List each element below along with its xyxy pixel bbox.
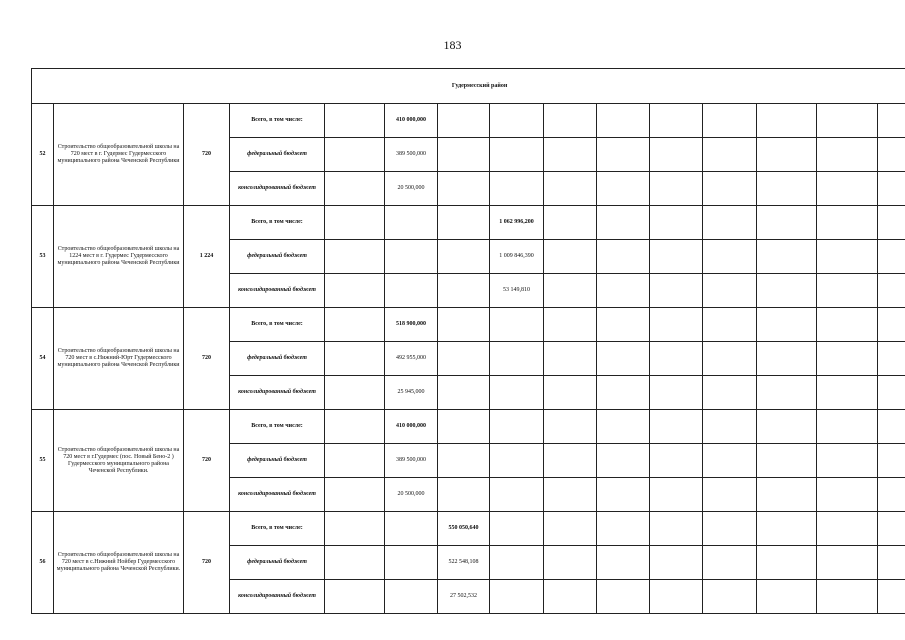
empty-cell xyxy=(817,104,878,138)
empty-cell xyxy=(597,104,650,138)
empty-cell xyxy=(597,172,650,206)
empty-cell xyxy=(757,342,817,376)
empty-cell xyxy=(438,410,490,444)
empty-cell xyxy=(703,206,757,240)
empty-cell xyxy=(703,138,757,172)
empty-cell xyxy=(544,376,597,410)
empty-cell xyxy=(878,478,905,512)
empty-cell xyxy=(817,376,878,410)
empty-cell xyxy=(650,444,703,478)
empty-cell xyxy=(757,206,817,240)
empty-cell xyxy=(703,410,757,444)
table-row xyxy=(32,206,905,240)
empty-cell xyxy=(817,172,878,206)
empty-cell xyxy=(385,240,438,274)
empty-cell xyxy=(438,240,490,274)
empty-cell xyxy=(757,478,817,512)
empty-cell xyxy=(597,274,650,308)
empty-cell xyxy=(817,580,878,614)
empty-cell xyxy=(703,376,757,410)
empty-cell xyxy=(878,342,905,376)
empty-cell xyxy=(878,206,905,240)
label-consolidated: консолидированный бюджет xyxy=(230,580,325,614)
amount-total: 410 000,000 xyxy=(385,410,438,444)
empty-cell xyxy=(544,342,597,376)
empty-cell xyxy=(438,376,490,410)
amount-consolidated: 20 500,000 xyxy=(385,172,438,206)
empty-cell xyxy=(438,104,490,138)
empty-cell xyxy=(544,206,597,240)
amount-total: 518 900,000 xyxy=(385,308,438,342)
page-number: 183 xyxy=(443,38,462,52)
empty-cell xyxy=(544,104,597,138)
capacity: 720 xyxy=(184,410,230,512)
label-consolidated: консолидированный бюджет xyxy=(230,274,325,308)
empty-cell xyxy=(544,546,597,580)
empty-cell xyxy=(325,376,385,410)
empty-cell xyxy=(325,138,385,172)
empty-cell xyxy=(490,138,544,172)
empty-cell xyxy=(597,546,650,580)
empty-cell xyxy=(385,512,438,546)
object-name: Строительство общеобразовательной школы на 720 мест в с.Нижний-Юрт Гудермесского муниципального района Чеченской Республики xyxy=(54,308,184,410)
row-number: 56 xyxy=(32,512,54,614)
empty-cell xyxy=(325,444,385,478)
empty-cell xyxy=(490,376,544,410)
empty-cell xyxy=(817,342,878,376)
amount-consolidated: 27 502,532 xyxy=(438,580,490,614)
empty-cell xyxy=(385,274,438,308)
empty-cell xyxy=(757,240,817,274)
amount-federal: 522 548,108 xyxy=(438,546,490,580)
empty-cell xyxy=(325,478,385,512)
amount-total: 1 062 996,200 xyxy=(490,206,544,240)
empty-cell xyxy=(650,240,703,274)
empty-cell xyxy=(438,206,490,240)
empty-cell xyxy=(757,546,817,580)
empty-cell xyxy=(878,138,905,172)
capacity: 720 xyxy=(184,308,230,410)
row-number: 53 xyxy=(32,206,54,308)
empty-cell xyxy=(650,376,703,410)
amount-federal: 492 955,000 xyxy=(385,342,438,376)
empty-cell xyxy=(817,138,878,172)
empty-cell xyxy=(703,308,757,342)
empty-cell xyxy=(490,308,544,342)
table-row xyxy=(32,410,905,444)
empty-cell xyxy=(757,104,817,138)
empty-cell xyxy=(325,172,385,206)
table-row xyxy=(32,308,905,342)
empty-cell xyxy=(490,512,544,546)
empty-cell xyxy=(597,240,650,274)
empty-cell xyxy=(878,274,905,308)
empty-cell xyxy=(325,580,385,614)
empty-cell xyxy=(438,444,490,478)
empty-cell xyxy=(325,410,385,444)
table-row xyxy=(32,512,905,546)
empty-cell xyxy=(325,308,385,342)
empty-cell xyxy=(490,580,544,614)
empty-cell xyxy=(817,444,878,478)
object-name: Строительство общеобразовательной школы на 720 мест в с.Нижний Нойбер Гудермесского муниципального района Чеченской Республики. xyxy=(54,512,184,614)
empty-cell xyxy=(544,410,597,444)
empty-cell xyxy=(817,274,878,308)
empty-cell xyxy=(650,546,703,580)
capacity: 1 224 xyxy=(184,206,230,308)
empty-cell xyxy=(597,308,650,342)
label-federal: федеральный бюджет xyxy=(230,138,325,172)
table-row xyxy=(32,104,905,138)
empty-cell xyxy=(703,580,757,614)
empty-cell xyxy=(490,478,544,512)
empty-cell xyxy=(650,104,703,138)
empty-cell xyxy=(650,172,703,206)
empty-cell xyxy=(597,138,650,172)
amount-consolidated: 20 500,000 xyxy=(385,478,438,512)
amount-consolidated: 53 149,810 xyxy=(490,274,544,308)
empty-cell xyxy=(597,342,650,376)
object-name: Строительство общеобразовательной школы на 720 мест в г.Гудермес (пос. Новый Бено-2 ) Гудермесского муниципального района Чеченской Республики. xyxy=(54,410,184,512)
empty-cell xyxy=(757,512,817,546)
empty-cell xyxy=(703,104,757,138)
empty-cell xyxy=(703,172,757,206)
empty-cell xyxy=(650,206,703,240)
empty-cell xyxy=(878,444,905,478)
district-title: Гудермесский район xyxy=(32,69,905,104)
empty-cell xyxy=(703,274,757,308)
empty-cell xyxy=(325,274,385,308)
empty-cell xyxy=(325,546,385,580)
label-federal: федеральный бюджет xyxy=(230,342,325,376)
amount-federal: 389 500,000 xyxy=(385,138,438,172)
empty-cell xyxy=(650,410,703,444)
amount-federal: 389 500,000 xyxy=(385,444,438,478)
label-consolidated: консолидированный бюджет xyxy=(230,376,325,410)
empty-cell xyxy=(817,308,878,342)
label-consolidated: консолидированный бюджет xyxy=(230,478,325,512)
empty-cell xyxy=(757,410,817,444)
capacity: 720 xyxy=(184,104,230,206)
label-total: Всего, в том числе: xyxy=(230,104,325,138)
label-consolidated: консолидированный бюджет xyxy=(230,172,325,206)
empty-cell xyxy=(703,512,757,546)
empty-cell xyxy=(757,376,817,410)
empty-cell xyxy=(544,478,597,512)
amount-consolidated: 25 945,000 xyxy=(385,376,438,410)
empty-cell xyxy=(878,410,905,444)
label-total: Всего, в том числе: xyxy=(230,512,325,546)
empty-cell xyxy=(385,546,438,580)
row-number: 54 xyxy=(32,308,54,410)
empty-cell xyxy=(703,444,757,478)
object-name: Строительство общеобразовательной школы на 1224 мест в г. Гудермес Гудермесского муниципального района Чеченской Республики xyxy=(54,206,184,308)
empty-cell xyxy=(490,546,544,580)
row-number: 55 xyxy=(32,410,54,512)
empty-cell xyxy=(544,172,597,206)
table-body xyxy=(32,69,905,614)
empty-cell xyxy=(490,410,544,444)
empty-cell xyxy=(757,444,817,478)
empty-cell xyxy=(650,308,703,342)
empty-cell xyxy=(703,342,757,376)
empty-cell xyxy=(817,546,878,580)
empty-cell xyxy=(597,512,650,546)
amount-total: 550 050,640 xyxy=(438,512,490,546)
empty-cell xyxy=(757,172,817,206)
empty-cell xyxy=(490,104,544,138)
label-federal: федеральный бюджет xyxy=(230,240,325,274)
empty-cell xyxy=(490,342,544,376)
empty-cell xyxy=(650,342,703,376)
empty-cell xyxy=(817,410,878,444)
empty-cell xyxy=(438,172,490,206)
empty-cell xyxy=(703,240,757,274)
empty-cell xyxy=(325,512,385,546)
empty-cell xyxy=(385,580,438,614)
empty-cell xyxy=(878,104,905,138)
row-number: 52 xyxy=(32,104,54,206)
empty-cell xyxy=(597,206,650,240)
label-federal: федеральный бюджет xyxy=(230,444,325,478)
label-federal: федеральный бюджет xyxy=(230,546,325,580)
empty-cell xyxy=(544,240,597,274)
empty-cell xyxy=(544,308,597,342)
empty-cell xyxy=(438,478,490,512)
empty-cell xyxy=(878,512,905,546)
empty-cell xyxy=(650,580,703,614)
capacity: 720 xyxy=(184,512,230,614)
empty-cell xyxy=(544,512,597,546)
empty-cell xyxy=(757,580,817,614)
empty-cell xyxy=(597,444,650,478)
empty-cell xyxy=(757,308,817,342)
object-name: Строительство общеобразовательной школы на 720 мест в г. Гудермес Гудермесского муниципального района Чеченской Республики xyxy=(54,104,184,206)
empty-cell xyxy=(438,138,490,172)
empty-cell xyxy=(650,512,703,546)
empty-cell xyxy=(544,138,597,172)
empty-cell xyxy=(757,274,817,308)
empty-cell xyxy=(597,580,650,614)
empty-cell xyxy=(597,376,650,410)
empty-cell xyxy=(650,478,703,512)
empty-cell xyxy=(385,206,438,240)
empty-cell xyxy=(878,172,905,206)
district-header-row xyxy=(32,69,905,104)
empty-cell xyxy=(878,240,905,274)
empty-cell xyxy=(438,274,490,308)
empty-cell xyxy=(490,172,544,206)
empty-cell xyxy=(817,240,878,274)
empty-cell xyxy=(438,308,490,342)
empty-cell xyxy=(817,512,878,546)
empty-cell xyxy=(490,444,544,478)
budget-table xyxy=(31,68,905,614)
label-total: Всего, в том числе: xyxy=(230,410,325,444)
empty-cell xyxy=(325,206,385,240)
empty-cell xyxy=(325,104,385,138)
empty-cell xyxy=(878,546,905,580)
empty-cell xyxy=(878,580,905,614)
empty-cell xyxy=(544,444,597,478)
empty-cell xyxy=(438,342,490,376)
empty-cell xyxy=(650,138,703,172)
empty-cell xyxy=(325,342,385,376)
empty-cell xyxy=(757,138,817,172)
label-total: Всего, в том числе: xyxy=(230,308,325,342)
empty-cell xyxy=(817,478,878,512)
empty-cell xyxy=(703,478,757,512)
amount-total: 410 000,000 xyxy=(385,104,438,138)
empty-cell xyxy=(325,240,385,274)
empty-cell xyxy=(597,410,650,444)
empty-cell xyxy=(544,274,597,308)
empty-cell xyxy=(817,206,878,240)
empty-cell xyxy=(597,478,650,512)
label-total: Всего, в том числе: xyxy=(230,206,325,240)
amount-federal: 1 009 846,390 xyxy=(490,240,544,274)
empty-cell xyxy=(703,546,757,580)
empty-cell xyxy=(878,376,905,410)
empty-cell xyxy=(544,580,597,614)
empty-cell xyxy=(878,308,905,342)
empty-cell xyxy=(650,274,703,308)
